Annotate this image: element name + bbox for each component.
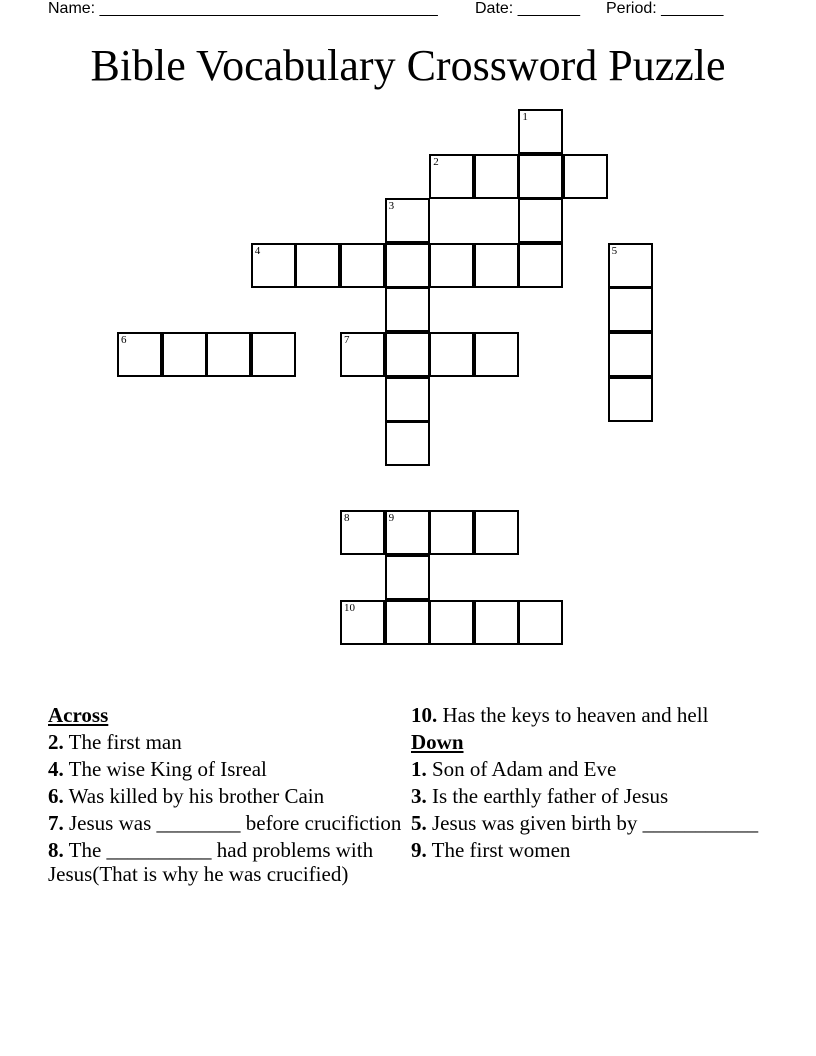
clue-number-label: 10 <box>344 601 355 614</box>
clue-across-4 <box>48 757 408 781</box>
clue-text: The wise King of Isreal <box>63 757 267 781</box>
clue-across-7 <box>48 811 408 835</box>
clue-down-5 <box>411 811 771 835</box>
clue-number-label: 7 <box>344 334 350 346</box>
crossword-cell[interactable] <box>251 243 296 288</box>
clue-number-label: 6 <box>121 334 127 346</box>
crossword-cell[interactable] <box>608 287 653 332</box>
clues-column-right <box>411 703 771 865</box>
crossword-cell[interactable] <box>608 377 653 422</box>
clue-number-label: 1 <box>522 111 528 123</box>
crossword-cell[interactable] <box>295 243 340 288</box>
crossword-cell[interactable] <box>340 510 385 555</box>
crossword-cell[interactable] <box>518 154 563 199</box>
crossword-cell[interactable] <box>385 510 430 555</box>
crossword-cell[interactable] <box>340 332 385 377</box>
page-title: Bible Vocabulary Crossword Puzzle <box>90 41 726 90</box>
clue-text: Is the earthly father of Jesus <box>426 784 669 808</box>
crossword-cell[interactable] <box>518 243 563 288</box>
clue-text: The first man <box>63 730 182 754</box>
clue-number-label: 5 <box>611 244 618 257</box>
period-field[interactable]: Period: _______ <box>606 0 724 17</box>
clue-number: 2. <box>48 730 64 754</box>
crossword-cell[interactable] <box>385 332 430 377</box>
clue-number: 9. <box>411 838 427 862</box>
clue-text: Jesus was given birth by ___________ <box>426 811 759 835</box>
crossword-cell[interactable] <box>429 243 474 288</box>
clue-number: 1. <box>411 757 427 781</box>
clue-number: 5. <box>411 811 427 835</box>
crossword-cell[interactable] <box>429 600 474 645</box>
crossword-cell[interactable] <box>340 600 385 645</box>
date-field[interactable]: Date: _______ <box>475 0 580 17</box>
crossword-cell[interactable] <box>474 600 519 645</box>
clue-text: The first women <box>426 838 571 862</box>
crossword-cell[interactable] <box>117 332 162 377</box>
clue-text: Jesus was ________ before crucifiction <box>63 811 402 835</box>
crossword-cell[interactable] <box>385 287 430 332</box>
crossword-cell[interactable] <box>429 332 474 377</box>
clue-number: 4. <box>48 757 64 781</box>
crossword-cell[interactable] <box>518 109 563 154</box>
clue-text: Has the keys to heaven and hell <box>437 703 709 727</box>
clue-number-label: 9 <box>388 512 395 525</box>
clue-text: The __________ had problems with Jesus(That is why he was crucified) <box>48 838 374 886</box>
clue-across-2 <box>48 730 408 754</box>
clue-number: 8. <box>48 838 64 862</box>
crossword-cell[interactable] <box>518 600 563 645</box>
crossword-cell[interactable] <box>251 332 296 377</box>
crossword-cell[interactable] <box>385 555 430 600</box>
crossword-cell[interactable] <box>385 421 430 466</box>
clue-text: Was killed by his brother Cain <box>63 784 325 808</box>
clue-number: 6. <box>48 784 64 808</box>
crossword-cell[interactable] <box>563 154 608 199</box>
crossword-cell[interactable] <box>474 510 519 555</box>
crossword-cell[interactable] <box>474 332 519 377</box>
clue-number-label: 8 <box>344 512 350 525</box>
clue-number-label: 2 <box>433 155 439 168</box>
crossword-cell[interactable] <box>429 510 474 555</box>
crossword-cell[interactable] <box>340 243 385 288</box>
crossword-cell[interactable] <box>162 332 207 377</box>
clue-number-label: 4 <box>254 244 261 257</box>
crossword-cell[interactable] <box>206 332 251 377</box>
crossword-cell[interactable] <box>608 243 653 288</box>
clue-number: 3. <box>411 784 427 808</box>
clue-across-8 <box>48 838 408 886</box>
crossword-cell[interactable] <box>385 377 430 422</box>
clues-column-left <box>48 703 408 889</box>
clue-down-9 <box>411 838 771 862</box>
crossword-cell[interactable] <box>608 332 653 377</box>
clue-down-1 <box>411 757 771 781</box>
clue-text: Son of Adam and Eve <box>426 757 617 781</box>
crossword-cell[interactable] <box>385 198 430 243</box>
across-heading: Across <box>48 703 109 727</box>
clue-across-6 <box>48 784 408 808</box>
crossword-cell[interactable] <box>474 154 519 199</box>
clue-down-3 <box>411 784 771 808</box>
crossword-cell[interactable] <box>385 600 430 645</box>
clue-across-10 <box>411 703 771 727</box>
crossword-cell[interactable] <box>518 198 563 243</box>
crossword-cell[interactable] <box>385 243 430 288</box>
clue-number-label: 3 <box>388 200 395 213</box>
crossword-cell[interactable] <box>429 154 474 199</box>
clue-number: 10. <box>411 703 438 727</box>
clue-number: 7. <box>48 811 64 835</box>
name-field[interactable]: Name: ______________________________________ <box>48 0 438 17</box>
crossword-cell[interactable] <box>474 243 519 288</box>
down-heading: Down <box>411 730 464 754</box>
